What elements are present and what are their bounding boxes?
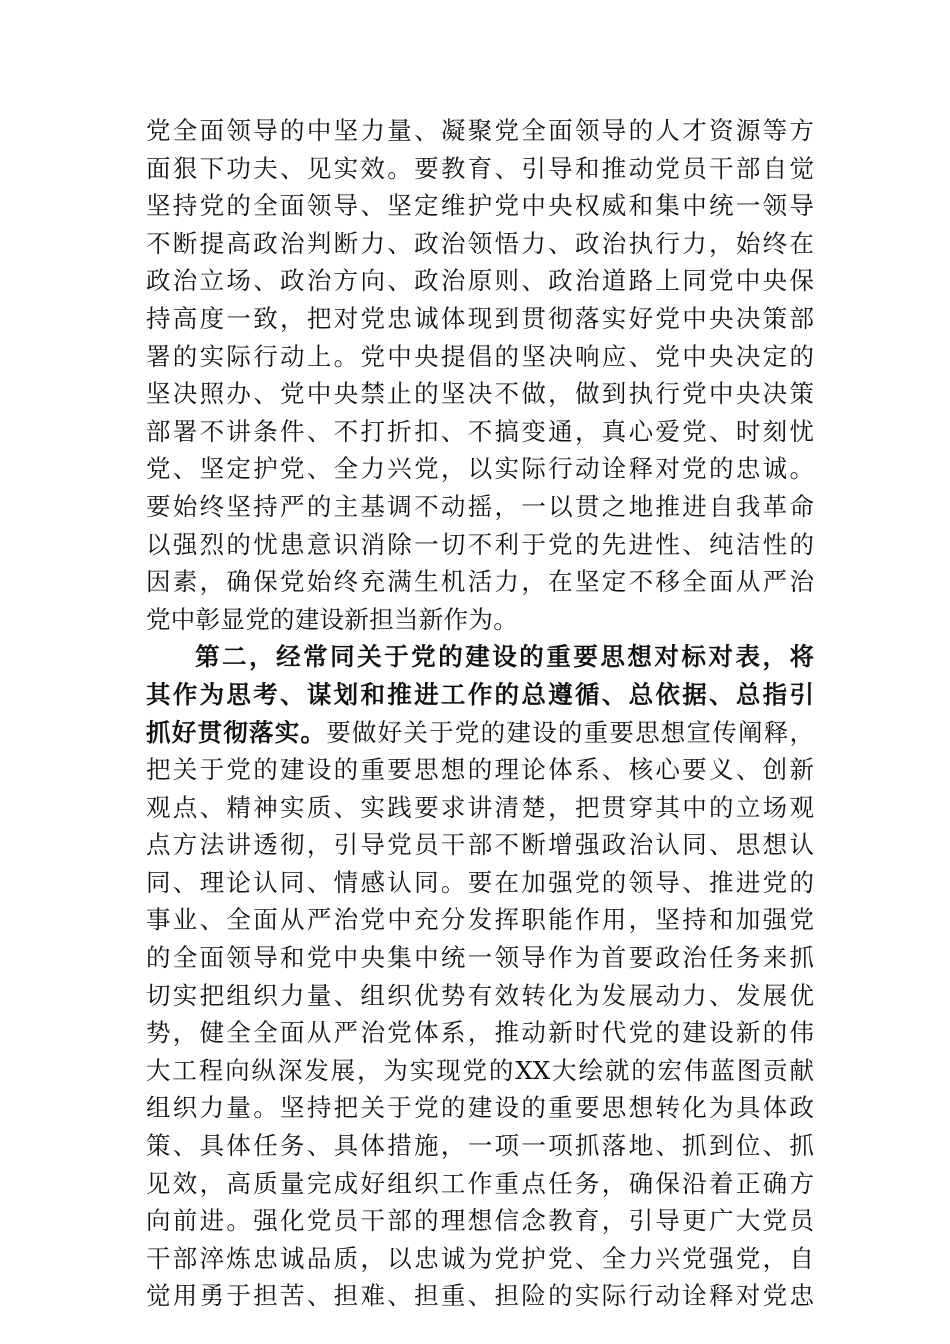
section-heading-cont: 其作为思考、谋划和推进工作的总遵循、总依据、总指引 bbox=[146, 679, 814, 709]
text-line: 因素，确保党始终充满生机活力，在坚定不移全面从严治 bbox=[146, 567, 814, 597]
text-line-bold bbox=[146, 638, 814, 676]
text-line: 干部淬炼忠诚品质，以忠诚为党护党、全力兴党强党，自 bbox=[146, 1243, 814, 1273]
text-line: 观点、精神实质、实践要求讲清楚，把贯穿其中的立场观 bbox=[146, 792, 814, 822]
text-line: 大工程向纵深发展，为实现党的XX大绘就的宏伟蓝图贡献 bbox=[146, 1055, 814, 1085]
text-line: 切实把组织力量、组织优势有效转化为发展动力、发展优 bbox=[146, 980, 814, 1010]
text-line-bold bbox=[146, 676, 814, 714]
text-line: 持高度一致，把对党忠诚体现到贯彻落实好党中央决策部 bbox=[146, 303, 814, 333]
text-line: 部署不讲条件、不打折扣、不搞变通，真心爱党、时刻忧 bbox=[146, 416, 814, 446]
text-line: 策、具体任务、具体措施，一项一项抓落地、抓到位、抓 bbox=[146, 1131, 814, 1161]
text-line: 向前进。强化党员干部的理想信念教育，引导更广大党员 bbox=[146, 1206, 814, 1236]
text-line: 党全面领导的中坚力量、凝聚党全面领导的人才资源等方 bbox=[146, 116, 814, 145]
text-line: 署的实际行动上。党中央提倡的坚决响应、党中央决定的 bbox=[146, 341, 814, 371]
text-line: 组织力量。坚持把关于党的建设的重要思想转化为具体政 bbox=[146, 1093, 814, 1123]
text-line: 点方法讲透彻，引导党员干部不断增强政治认同、思想认 bbox=[146, 830, 814, 860]
text-line: 党、坚定护党、全力兴党，以实际行动诠释对党的忠诚。 bbox=[146, 454, 814, 484]
text-line: 觉用勇于担苦、担难、担重、担险的实际行动诠释对党忠 bbox=[146, 1281, 814, 1311]
text-line: 要始终坚持严的主基调不动摇，一以贯之地推进自我革命 bbox=[146, 491, 814, 521]
text-line: 面狠下功夫、见实效。要教育、引导和推动党员干部自觉 bbox=[146, 153, 814, 183]
section-body-start: 要做好关于党的建设的重要思想宣传阐释， bbox=[326, 717, 815, 747]
text-line: 以强烈的忧患意识消除一切不利于党的先进性、纯洁性的 bbox=[146, 529, 814, 559]
text-line: 同、理论认同、情感认同。要在加强党的领导、推进党的 bbox=[146, 867, 814, 897]
text-line: 坚决照办、党中央禁止的坚决不做，做到执行党中央决策 bbox=[146, 379, 814, 409]
text-line: 党中彰显党的建设新担当新作为。 bbox=[146, 604, 518, 634]
text-line: 不断提高政治判断力、政治领悟力、政治执行力，始终在 bbox=[146, 228, 814, 258]
text-line: 事业、全面从严治党中充分发挥职能作用，坚持和加强党 bbox=[146, 905, 814, 935]
text-line: 把关于党的建设的重要思想的理论体系、核心要义、创新 bbox=[146, 755, 814, 785]
text-line-mixed bbox=[146, 714, 814, 752]
text-line: 的全面领导和党中央集中统一领导作为首要政治任务来抓 bbox=[146, 943, 814, 973]
text-line: 势，健全全面从严治党体系，推动新时代党的建设新的伟 bbox=[146, 1018, 814, 1048]
text-line: 坚持党的全面领导、坚定维护党中央权威和集中统一领导 bbox=[146, 191, 814, 221]
text-line: 政治立场、政治方向、政治原则、政治道路上同党中央保 bbox=[146, 266, 814, 296]
body-text bbox=[146, 112, 814, 1315]
section-heading-end: 抓好贯彻落实。 bbox=[146, 717, 327, 747]
text-line: 见效，高质量完成好组织工作重点任务，确保沿着正确方 bbox=[146, 1168, 814, 1198]
section-heading: 第二，经常同关于党的建设的重要思想对标对表，将 bbox=[195, 642, 814, 672]
